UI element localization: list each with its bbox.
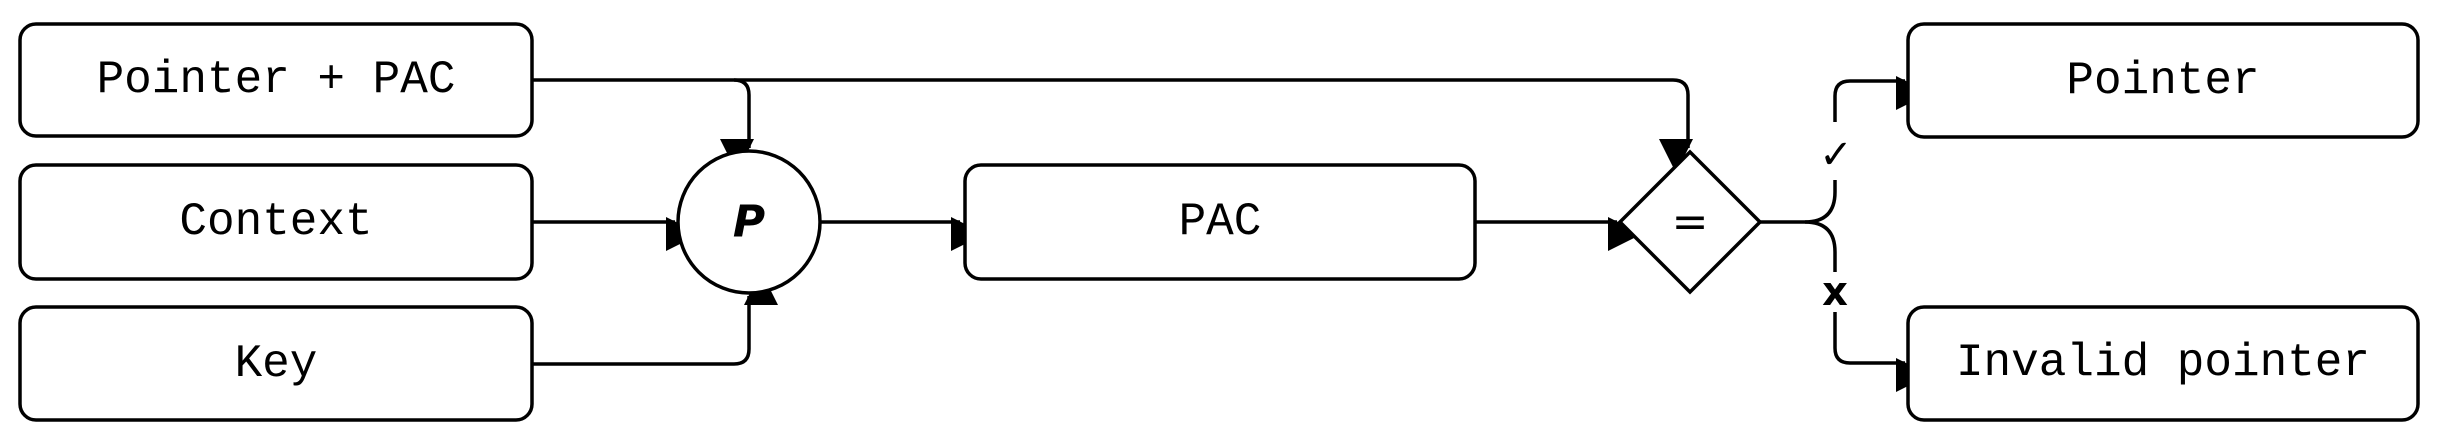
pac-label: PAC	[1178, 196, 1262, 248]
key-box	[20, 307, 532, 420]
invalid-pointer-label: Invalid pointer	[1955, 337, 2371, 389]
invalid-pointer-box	[1908, 307, 2418, 420]
pointer-label: Pointer	[2066, 55, 2260, 107]
pointer-pac-label: Pointer + PAC	[96, 54, 456, 106]
pointer-pac-box	[20, 24, 532, 136]
mismatch-label: x	[1822, 269, 1848, 315]
pac-box	[965, 165, 1475, 279]
pac-function-label: P	[732, 196, 766, 248]
pac-function-node	[678, 151, 820, 293]
context-label: Context	[179, 196, 373, 248]
key-label: Key	[234, 338, 318, 390]
compare-node	[1620, 152, 1760, 292]
edge-key-to-p	[532, 296, 749, 364]
match-label: ✓	[1819, 132, 1853, 178]
compare-label: =	[1671, 196, 1709, 248]
context-box	[20, 165, 532, 279]
pointer-box	[1908, 24, 2418, 137]
edge-pointer-pac-to-compare	[734, 80, 1688, 148]
edge-pointer-pac-to-p	[532, 80, 749, 148]
